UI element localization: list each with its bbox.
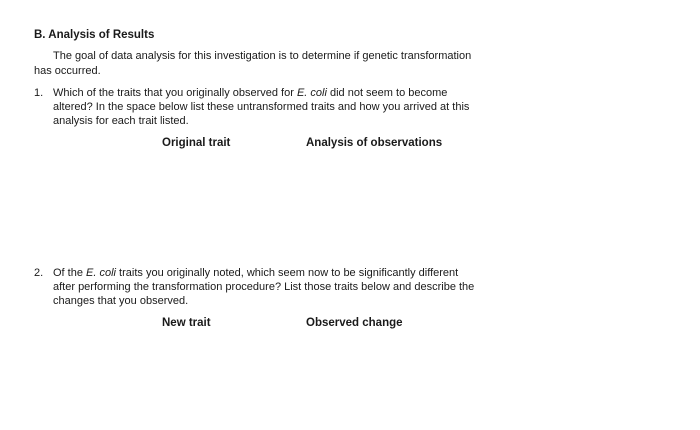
intro-line-1: The goal of data analysis for this investigation is to determine if genetic transformation [53,50,472,62]
question-1-line-1 [53,86,447,101]
question-2-line-1 [53,266,458,281]
question-2-line-2: after performing the transformation procedure? List those traits below and describe the [53,281,475,293]
question-1-column-analysis: Analysis of observations [306,137,443,149]
question-1-line-1-post: did not seem to become [326,87,448,99]
question-2-line-3: changes that you observed. [53,295,189,307]
question-2-column-observed-change: Observed change [306,317,403,329]
question-2-organism-name: E. coli [86,267,116,279]
question-2-number: 2. [34,267,44,279]
question-1-organism-name: E. coli [296,87,327,99]
section-heading: B. Analysis of Results [34,29,155,41]
question-2-line-1-pre: Of the [53,267,87,279]
question-1-line-1-pre: Which of the traits that you originally observed for [53,87,297,99]
question-2-column-new-trait: New trait [162,317,211,329]
question-1-line-2: altered? In the space below list these untransformed traits and how you arrived at this [53,101,470,113]
question-1-number: 1. [34,87,44,99]
question-1-line-3: analysis for each trait listed. [53,115,189,127]
intro-line-2: has occurred. [34,65,101,77]
question-2-line-1-post: traits you originally noted, which seem now to be significantly different [116,267,459,279]
question-1-column-original-trait: Original trait [162,137,231,149]
